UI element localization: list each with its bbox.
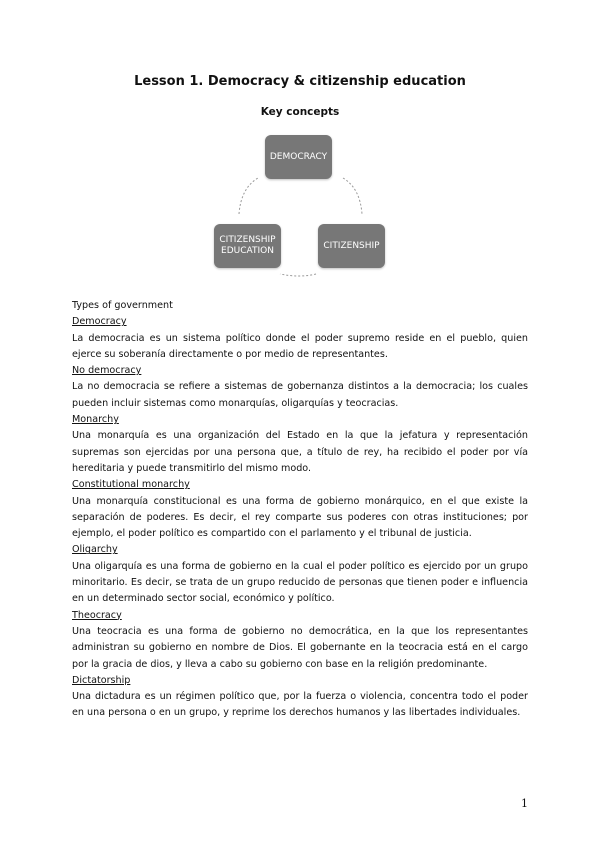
arrow-top-to-right — [343, 178, 362, 214]
section-text-monarchy: Una monarquía es una organización del Estado en la que la jefatura y representación supremas son ejercidas por una persona que, a título de rey, ha recibido el poder por vía hereditaria y puede transmitirlo del mismo modo. — [72, 430, 528, 474]
section-heading-dictatorship: Dictatorship — [72, 674, 131, 686]
section-text-dictatorship: Una dictadura es un régimen político que, por la fuerza o violencia, concentra todo el poder en una persona o en un grupo, y reprime los derechos humanos y las libertades individuales. — [72, 691, 528, 719]
section-heading-theocracy: Theocracy — [72, 609, 122, 621]
types-label: Types of government — [72, 300, 173, 311]
cycle-diagram — [200, 132, 400, 280]
section-heading-oligarchy: Oligarchy — [72, 544, 118, 556]
section-heading-monarchy: Monarchy — [72, 414, 119, 426]
citizenship-label: CITIZENSHIP — [323, 240, 380, 251]
section-heading-constitutional-monarchy: Constitutional monarchy — [72, 479, 190, 491]
citizenship-education-box — [214, 224, 281, 268]
arrow-right-to-left — [280, 274, 316, 276]
citizenship-box — [318, 224, 385, 268]
page-title: Lesson 1. Democracy & citizenship education — [134, 74, 466, 89]
content-body — [72, 298, 528, 722]
section-text-constitutional-monarchy: Una monarquía constitucional es una forma de gobierno monárquico, en el que existe la separación de poderes. Es decir, el rey comparte sus poderes con otras instituciones; por ejemplo, el poder político es compartido con el parlamento y el tribunal de justicia. — [72, 495, 528, 540]
section-heading-no-democracy: No democracy — [72, 365, 142, 377]
page-number: 1 — [521, 797, 528, 810]
democracy-box — [265, 135, 332, 179]
section-text-democracy: La democracia es un sistema político donde el poder supremo reside en el pueblo, quien ejerce su soberanía directamente o por medio de representantes. — [72, 332, 528, 360]
section-heading-democracy: Democracy — [72, 316, 127, 328]
section-text-oligarchy: Una oligarquía es una forma de gobierno en la cual el poder político es ejercido por un grupo minoritario. Es decir, se trata de un grupo reducido de personas que tienen poder e influencia en un determinado sector social, económico y político. — [72, 560, 528, 605]
section-text-theocracy: Una teocracia es una forma de gobierno no democrática, en la que los representantes administran su gobierno en nombre de Dios. El gobernante en la teocracia está en el cargo por la gracia de dios, y lleva a cabo su gobierno con base en la religión predominante. — [72, 625, 528, 670]
citizenship-education-label-2: EDUCATION — [221, 246, 274, 256]
page-subtitle: Key concepts — [260, 106, 340, 118]
citizenship-education-label-1: CITIZENSHIP — [219, 235, 276, 245]
section-text-no-democracy: La no democracia se refiere a sistemas de gobernanza distintos a la democracia; los cuales pueden incluir sistemas como monarquías, oligarquías y teocracias. — [72, 381, 528, 409]
arrow-left-to-top — [239, 178, 258, 214]
democracy-label: DEMOCRACY — [269, 151, 328, 162]
